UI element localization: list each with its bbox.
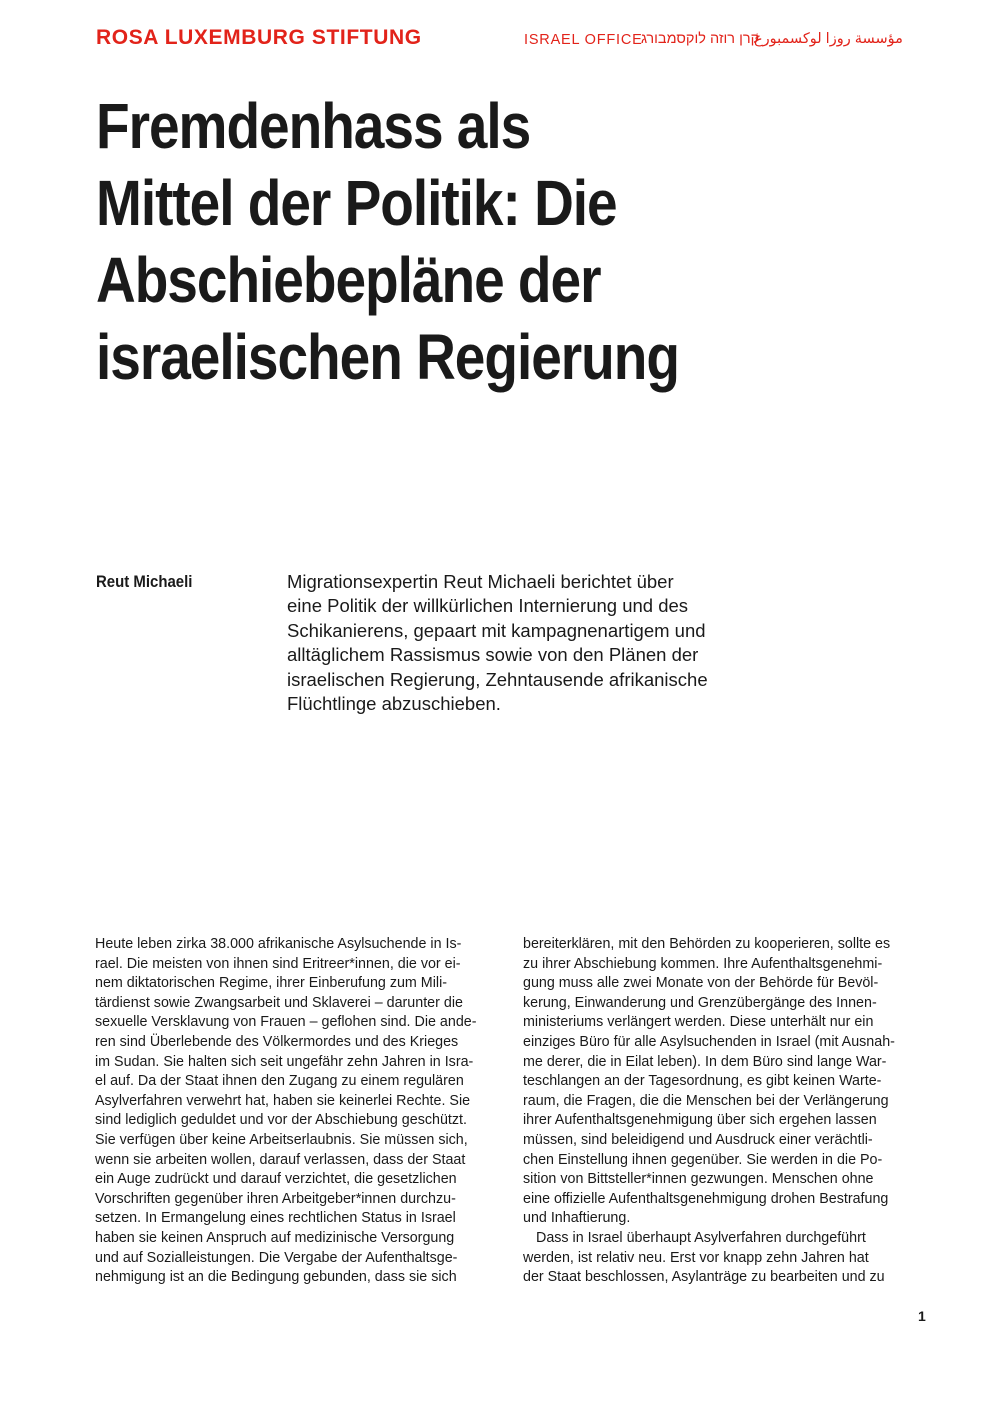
body-text-line: zu ihrer Abschiebung kommen. Ihre Aufenthaltsgenehmi- [523,955,883,972]
lead-line: israelischen Regierung, Zehntausende afrikanische [287,668,708,690]
body-text-line: ein Auge zudrückt und darauf verzichtet, die gesetzlichen [95,1171,457,1188]
title-line: Fremdenhass als [96,90,531,162]
body-text-line: ministeriums verlängert werden. Diese unterhält nur ein [523,1014,874,1031]
body-text-line: Sie verfügen über keine Arbeitserlaubnis. Sie müssen sich, [95,1131,468,1148]
body-text-line: raum, die Fragen, die die Menschen bei der Verlängerung [523,1092,889,1109]
body-text-line: eine offizielle Aufenthaltsgenehmigung drohen Bestrafung [523,1190,889,1207]
body-text-line: ihrer Aufenthaltsgenehmigung über sich ergehen lassen [523,1112,877,1129]
title-line: Abschiebepläne der [96,244,601,316]
body-text-line: Heute leben zirka 38.000 afrikanische Asylsuchende in Is- [95,936,462,952]
body-text-line: Vorschriften gegenüber ihren Arbeitgeber*innen durchzu- [95,1190,456,1207]
body-text-line: einziges Büro für alle Asylsuchenden in Israel (mit Ausnah- [523,1033,895,1050]
body-text-line: sition von Bittsteller*innen gezwungen. Menschen ohne [523,1171,874,1188]
body-column-right [523,935,933,1288]
body-text-line: und Inhaftierung. [523,1210,631,1227]
body-text-line: sexuelle Versklavung von Frauen – geflohen sind. Die ande- [95,1014,477,1031]
page-number: 1 [918,1308,926,1324]
body-text-line: müssen, sind beleidigend und Ausdruck einer verächtli- [523,1131,873,1148]
office-label: ISRAEL OFFICE [524,32,643,48]
body-text-line: kerung, Einwanderung und Grenzübergänge des Innen- [523,994,877,1011]
title-line: israelischen Regierung [96,321,679,393]
title-line: Mittel der Politik: Die [96,167,617,239]
body-text-line: teschlangen an der Tagesordnung, es gibt keinen Warte- [523,1073,882,1090]
body-text-line: nem diktatorischen Regime, ihrer Einberufung zum Mili- [95,975,448,992]
office-arabic-label: مؤسسة روزا لوكسمبورغ [754,31,903,47]
body-text-line: werden, ist relativ neu. Erst vor knapp zehn Jahren hat [523,1249,869,1266]
body-text-line: und auf Sozialleistungen. Die Vergabe der Aufenthaltsge- [95,1249,458,1266]
lead-line: Migrationsexpertin Reut Michaeli berichtet über [287,571,674,592]
body-text-line: gung muss alle zwei Monate von der Behörde für Bevöl- [523,975,879,992]
body-text-line: der Staat beschlossen, Asylanträge zu bearbeiten und zu [523,1269,885,1286]
lead-line: Flüchtlinge abzuschieben. [287,693,501,715]
body-text-line: haben sie keinen Anspruch auf medizinische Versorgung [95,1229,455,1246]
body-text-line: rael. Die meisten von ihnen sind Eritreer*innen, die vor ei- [95,955,461,972]
body-text-line: ren sind Überlebende des Völkermordes und des Krieges [95,1033,459,1050]
body-text-line: im Sudan. Sie halten sich seit ungefähr zehn Jahren in Isra- [95,1053,474,1070]
body-text-line: me derer, die in Eilat leben). In dem Büro sind lange War- [523,1053,887,1070]
body-text-line: Dass in Israel überhaupt Asylverfahren durchgeführt [536,1229,866,1246]
page-header [96,26,916,56]
body-text-line: wenn sie arbeiten wollen, darauf verlassen, dass der Staat [95,1151,466,1168]
office-hebrew-label: קרן רוזה לוקסמבורג [641,31,760,47]
body-text-line: sind lediglich geduldet und vor der Abschiebung geschützt. [95,1112,467,1129]
lead-line: eine Politik der willkürlichen Internierung und des [287,595,689,617]
lead-line: alltäglichem Rassismus sowie von den Plänen der [287,644,699,666]
author-name: Reut Michaeli [96,572,193,591]
lead-paragraph [287,570,767,716]
article-title [96,88,801,396]
body-text-line: el auf. Da der Staat ihnen den Zugang zu einem regulären [95,1073,464,1090]
body-text-line: Asylverfahren verwehrt hat, haben sie keinerlei Rechte. Sie [95,1092,471,1109]
body-column-left [95,935,505,1288]
body-text-line: chen Einstellung ihnen gegenüber. Sie werden in die Po- [523,1151,883,1168]
brand-name: ROSA LUXEMBURG STIFTUNG [96,26,422,49]
body-text-line: nehmigung ist an die Bedingung gebunden, dass sie sich [95,1269,457,1286]
body-text-line: bereiterklären, mit den Behörden zu kooperieren, sollte es [523,936,891,952]
body-text-line: tärdienst sowie Zwangsarbeit und Sklaverei – darunter die [95,994,463,1011]
lead-line: Schikanierens, gepaart mit kampagnenartigem und [287,619,706,641]
body-text-line: setzen. In Ermangelung eines rechtlichen Status in Israel [95,1210,456,1227]
